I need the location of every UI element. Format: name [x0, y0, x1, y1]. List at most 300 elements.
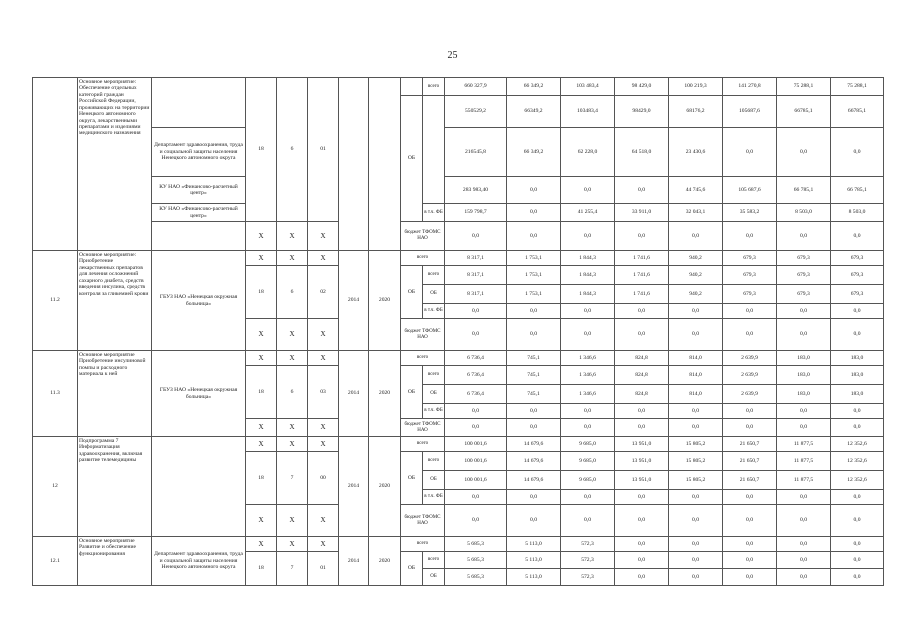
source-label: в т.ч. ФБ [423, 304, 445, 319]
executor: Департамент здравоохранения, труда и социальной защиты населения Ненецкого автономного округа [152, 537, 246, 586]
value-cell: 1 753,1 [507, 266, 561, 285]
table-row [33, 78, 884, 96]
value-cell: 66 349,2 [507, 128, 561, 177]
code-cell: 6 [277, 78, 308, 222]
value-cell: 0,0 [615, 505, 669, 537]
value-cell: 940,2 [669, 266, 723, 285]
value-cell: 103483,4 [561, 96, 615, 128]
code-cell: X [277, 351, 308, 366]
value-cell: 0,0 [831, 569, 884, 586]
value-cell: 0,0 [723, 222, 777, 251]
value-cell: 0,0 [777, 505, 831, 537]
value-cell: 66 785,1 [831, 177, 884, 204]
value-cell: 98 429,0 [615, 78, 669, 96]
value-cell: 0,0 [723, 490, 777, 505]
table-body [33, 78, 884, 586]
value-cell: 0,0 [777, 569, 831, 586]
value-cell: 0,0 [561, 319, 615, 351]
value-cell: 44 745,6 [669, 177, 723, 204]
year-start: 2014 [339, 251, 369, 351]
value-cell: 0,0 [669, 404, 723, 419]
value-cell: 0,0 [445, 304, 507, 319]
value-cell: 1 753,1 [507, 285, 561, 304]
code-cell: X [246, 351, 277, 366]
value-cell: 0,0 [445, 505, 507, 537]
value-cell: 183,0 [831, 351, 884, 366]
value-cell: 0,0 [777, 552, 831, 569]
value-cell: 5 113,0 [507, 552, 561, 569]
value-cell: 2 639,9 [723, 351, 777, 366]
code-cell: 6 [277, 266, 308, 319]
executor: ГБУЗ НАО «Ненецкая окружная больница» [152, 251, 246, 351]
value-cell: 679,3 [831, 285, 884, 304]
value-cell: 13 951,0 [615, 437, 669, 452]
code-cell: X [246, 437, 277, 452]
value-cell: 141 270,8 [723, 78, 777, 96]
value-cell: 15 805,2 [669, 471, 723, 490]
table-row [33, 128, 884, 177]
value-cell: 15 805,2 [669, 452, 723, 471]
code-cell: X [277, 251, 308, 266]
value-cell: 103 483,4 [561, 78, 615, 96]
value-cell: 0,0 [831, 128, 884, 177]
value-cell: 0,0 [831, 404, 884, 419]
value-cell: 0,0 [615, 222, 669, 251]
value-cell: 0,0 [507, 204, 561, 222]
code-cell: 18 [246, 452, 277, 505]
table-row [33, 251, 884, 266]
source-group: ОБ [401, 552, 423, 586]
code-cell: 18 [246, 266, 277, 319]
value-cell: 23 430,6 [669, 128, 723, 177]
value-cell: 0,0 [777, 404, 831, 419]
value-cell: 62 228,0 [561, 128, 615, 177]
source-label: всего [423, 452, 445, 471]
value-cell: 0,0 [723, 128, 777, 177]
value-cell: 14 679,6 [507, 437, 561, 452]
value-cell: 550529,2 [445, 96, 507, 128]
value-cell: 679,3 [777, 285, 831, 304]
value-cell: 41 255,4 [561, 204, 615, 222]
year-start [339, 78, 369, 251]
source-label: всего [401, 351, 445, 366]
value-cell: 0,0 [777, 304, 831, 319]
value-cell: 66785,1 [831, 96, 884, 128]
code-cell: X [277, 537, 308, 552]
value-cell: 66349,2 [507, 96, 561, 128]
event-name: Основное мероприятие: Обеспечение отдельных категорий граждан Российской Федерации, проживающих на территории Ненецкого автономного округа, лекарственными препаратами и изделиями медицинского назначения [78, 78, 152, 251]
value-cell: 0,0 [669, 419, 723, 437]
source-label: всего [423, 78, 445, 96]
value-cell: 0,0 [669, 222, 723, 251]
value-cell: 66 349,2 [507, 78, 561, 96]
source-label: ОБ [423, 285, 445, 304]
value-cell: 0,0 [723, 569, 777, 586]
code-cell: X [308, 419, 339, 437]
source-label: всего [423, 552, 445, 569]
value-cell: 0,0 [615, 490, 669, 505]
value-cell: 1 346,6 [561, 351, 615, 366]
value-cell: 0,0 [669, 569, 723, 586]
source-label: в т.ч. ФБ [423, 404, 445, 419]
source-group: ОБ [401, 96, 423, 222]
value-cell: 0,0 [615, 569, 669, 586]
value-cell: 32 043,1 [669, 204, 723, 222]
value-cell: 0,0 [561, 490, 615, 505]
year-end: 2020 [369, 251, 401, 351]
value-cell: 159 798,7 [445, 204, 507, 222]
table-row [33, 351, 884, 366]
table-row [33, 177, 884, 204]
value-cell: 0,0 [831, 552, 884, 569]
value-cell: 183,0 [777, 385, 831, 404]
value-cell: 0,0 [831, 419, 884, 437]
row-number: 11.2 [33, 251, 78, 351]
value-cell: 183,0 [831, 366, 884, 385]
value-cell: 0,0 [723, 304, 777, 319]
value-cell: 0,0 [507, 490, 561, 505]
event-name: Подпрограмма 7 Информатизация здравоохранения, включая развитие телемедицины [78, 437, 152, 537]
value-cell: 814,0 [669, 351, 723, 366]
year-end: 2020 [369, 437, 401, 537]
code-cell: X [308, 537, 339, 552]
value-cell: 0,0 [831, 319, 884, 351]
source-group: ОБ [401, 366, 423, 419]
value-cell: 0,0 [831, 490, 884, 505]
value-cell: 105687,6 [723, 96, 777, 128]
value-cell: 105 687,6 [723, 177, 777, 204]
value-cell: 14 679,6 [507, 471, 561, 490]
year-start: 2014 [339, 437, 369, 537]
value-cell: 0,0 [831, 222, 884, 251]
budget-table [32, 77, 884, 586]
value-cell: 5 685,3 [445, 552, 507, 569]
value-cell: 0,0 [507, 419, 561, 437]
event-name: Основное мероприятие: Приобретение лекарственных препаратов для лечения осложнений сахарного диабета, средств введения инсулина, средств контроля за гликемией крови [78, 251, 152, 351]
code-cell: 01 [308, 78, 339, 222]
value-cell: 183,0 [777, 366, 831, 385]
value-cell: 0,0 [777, 128, 831, 177]
value-cell: 13 951,0 [615, 471, 669, 490]
source-group [401, 78, 423, 96]
value-cell: 2 639,9 [723, 366, 777, 385]
value-cell: 5 685,3 [445, 569, 507, 586]
value-cell: 21 650,7 [723, 437, 777, 452]
value-cell: 35 583,2 [723, 204, 777, 222]
source-group: ОБ [401, 266, 423, 319]
value-cell: 9 685,0 [561, 437, 615, 452]
table-row [33, 537, 884, 552]
value-cell: 1 346,6 [561, 385, 615, 404]
source-label: всего [423, 266, 445, 285]
code-cell: X [308, 505, 339, 537]
code-cell: 03 [308, 366, 339, 419]
value-cell: 12 352,6 [831, 471, 884, 490]
value-cell: 940,2 [669, 285, 723, 304]
value-cell: 0,0 [615, 319, 669, 351]
source-label: всего [401, 437, 445, 452]
executor: Департамент здравоохранения, труда и социальной защиты населения Ненецкого автономного округа [152, 128, 246, 177]
value-cell: 8 317,1 [445, 266, 507, 285]
source-label: бюджет ТФОМС НАО [401, 419, 445, 437]
value-cell: 5 113,0 [507, 537, 561, 552]
value-cell: 0,0 [561, 404, 615, 419]
event-name: Основное мероприятие Приобретение инсулиновой помпы и расходного материала к ней [78, 351, 152, 437]
value-cell: 0,0 [777, 419, 831, 437]
value-cell: 12 352,6 [831, 452, 884, 471]
value-cell: 0,0 [831, 304, 884, 319]
value-cell: 814,0 [669, 385, 723, 404]
value-cell: 8 503,0 [831, 204, 884, 222]
value-cell: 11 877,5 [777, 452, 831, 471]
year-end [369, 78, 401, 251]
code-cell: X [246, 319, 277, 351]
value-cell: 100 001,6 [445, 452, 507, 471]
executor: КУ НАО «Финансово-расчетный центр» [152, 177, 246, 204]
value-cell: 745,1 [507, 366, 561, 385]
value-cell: 679,3 [723, 251, 777, 266]
value-cell: 8 317,1 [445, 251, 507, 266]
year-start: 2014 [339, 537, 369, 586]
code-cell: X [308, 437, 339, 452]
source-label [423, 96, 445, 204]
value-cell: 0,0 [507, 222, 561, 251]
value-cell: 0,0 [723, 505, 777, 537]
value-cell: 13 951,0 [615, 452, 669, 471]
value-cell: 0,0 [507, 319, 561, 351]
value-cell: 1 741,6 [615, 285, 669, 304]
value-cell: 0,0 [615, 404, 669, 419]
row-number: 11.3 [33, 351, 78, 437]
value-cell: 0,0 [615, 537, 669, 552]
code-cell: X [308, 251, 339, 266]
value-cell: 1 741,6 [615, 266, 669, 285]
code-cell: X [277, 437, 308, 452]
value-cell: 5 685,3 [445, 537, 507, 552]
executor: КУ НАО «Финансово-расчетный центр» [152, 204, 246, 222]
value-cell: 66 785,1 [777, 177, 831, 204]
value-cell: 0,0 [507, 404, 561, 419]
code-cell: 18 [246, 552, 277, 586]
value-cell: 0,0 [561, 419, 615, 437]
table-row [33, 222, 884, 251]
source-label: бюджет ТФОМС НАО [401, 505, 445, 537]
value-cell: 6 736,4 [445, 366, 507, 385]
source-label: всего [401, 537, 445, 552]
value-cell: 679,3 [777, 266, 831, 285]
year-start: 2014 [339, 351, 369, 437]
year-end: 2020 [369, 537, 401, 586]
source-label: в т.ч. ФБ [423, 204, 445, 222]
value-cell: 824,8 [615, 385, 669, 404]
code-cell: X [277, 505, 308, 537]
value-cell: 11 877,5 [777, 471, 831, 490]
value-cell: 21 650,7 [723, 471, 777, 490]
code-cell: 6 [277, 366, 308, 419]
code-cell: X [277, 319, 308, 351]
code-cell: 18 [246, 366, 277, 419]
value-cell: 0,0 [615, 419, 669, 437]
table-row [33, 437, 884, 452]
value-cell: 0,0 [615, 304, 669, 319]
value-cell: 572,3 [561, 552, 615, 569]
value-cell: 1 844,3 [561, 266, 615, 285]
value-cell: 64 518,0 [615, 128, 669, 177]
page-number: 25 [447, 50, 458, 61]
code-cell: X [246, 222, 277, 251]
value-cell: 283 983,40 [445, 177, 507, 204]
value-cell: 0,0 [669, 319, 723, 351]
value-cell: 745,1 [507, 351, 561, 366]
value-cell: 679,3 [831, 251, 884, 266]
value-cell: 0,0 [723, 404, 777, 419]
value-cell: 9 685,0 [561, 452, 615, 471]
value-cell: 0,0 [615, 177, 669, 204]
value-cell: 21 650,7 [723, 452, 777, 471]
value-cell: 572,3 [561, 569, 615, 586]
value-cell: 9 685,0 [561, 471, 615, 490]
value-cell: 5 113,0 [507, 569, 561, 586]
value-cell: 0,0 [561, 505, 615, 537]
value-cell: 2 639,9 [723, 385, 777, 404]
value-cell: 15 805,2 [669, 437, 723, 452]
value-cell: 0,0 [723, 419, 777, 437]
source-label: ОБ [423, 471, 445, 490]
value-cell: 8 317,1 [445, 285, 507, 304]
code-cell: 7 [277, 552, 308, 586]
code-cell: X [308, 222, 339, 251]
source-group: ОБ [401, 452, 423, 505]
code-cell: X [277, 419, 308, 437]
value-cell: 0,0 [777, 222, 831, 251]
value-cell: 679,3 [723, 285, 777, 304]
value-cell: 572,3 [561, 537, 615, 552]
year-end: 2020 [369, 351, 401, 437]
source-label: ОБ [423, 385, 445, 404]
value-cell: 183,0 [777, 351, 831, 366]
event-name: Основное мероприятие Развитие и обеспечение функционирования [78, 537, 152, 586]
table-row [33, 204, 884, 222]
value-cell: 0,0 [777, 537, 831, 552]
value-cell: 0,0 [561, 222, 615, 251]
source-label: бюджет ТФОМС НАО [401, 319, 445, 351]
value-cell: 6 736,4 [445, 385, 507, 404]
source-label: в т.ч. ФБ [423, 490, 445, 505]
value-cell: 75 288,1 [831, 78, 884, 96]
value-cell: 0,0 [507, 177, 561, 204]
row-number: 12.1 [33, 537, 78, 586]
code-cell: X [308, 351, 339, 366]
value-cell: 100 001,6 [445, 471, 507, 490]
value-cell: 12 352,6 [831, 437, 884, 452]
value-cell: 679,3 [831, 266, 884, 285]
value-cell: 0,0 [669, 552, 723, 569]
row-number: 12 [33, 437, 78, 537]
code-cell: 00 [308, 452, 339, 505]
value-cell: 8 503,0 [777, 204, 831, 222]
row-number [33, 78, 78, 251]
value-cell: 679,3 [723, 266, 777, 285]
value-cell: 33 911,0 [615, 204, 669, 222]
value-cell: 0,0 [723, 319, 777, 351]
value-cell: 1 753,1 [507, 251, 561, 266]
value-cell: 0,0 [669, 537, 723, 552]
value-cell: 11 877,5 [777, 437, 831, 452]
value-cell: 0,0 [445, 490, 507, 505]
value-cell: 183,0 [831, 385, 884, 404]
source-label: бюджет ТФОМС НАО [401, 222, 445, 251]
value-cell: 0,0 [723, 552, 777, 569]
value-cell: 0,0 [723, 537, 777, 552]
code-cell: X [277, 222, 308, 251]
value-cell: 0,0 [507, 304, 561, 319]
value-cell: 660 327,9 [445, 78, 507, 96]
value-cell: 0,0 [669, 505, 723, 537]
code-cell: 7 [277, 452, 308, 505]
value-cell: 679,3 [777, 251, 831, 266]
executor: ГБУЗ НАО «Ненецкая окружная больница» [152, 351, 246, 437]
code-cell: 01 [308, 552, 339, 586]
executor-empty [152, 222, 246, 251]
value-cell: 0,0 [669, 304, 723, 319]
value-cell: 1 741,6 [615, 251, 669, 266]
value-cell: 0,0 [507, 505, 561, 537]
code-cell: 02 [308, 266, 339, 319]
value-cell: 100 001,6 [445, 437, 507, 452]
value-cell: 0,0 [831, 505, 884, 537]
code-cell: X [246, 251, 277, 266]
source-label: ОБ [423, 569, 445, 586]
value-cell: 100 219,3 [669, 78, 723, 96]
value-cell: 14 679,6 [507, 452, 561, 471]
value-cell: 0,0 [831, 537, 884, 552]
value-cell: 824,8 [615, 351, 669, 366]
code-cell: X [246, 419, 277, 437]
code-cell: 18 [246, 78, 277, 222]
source-label: всего [401, 251, 445, 266]
code-cell: X [246, 537, 277, 552]
value-cell: 0,0 [561, 177, 615, 204]
value-cell: 0,0 [445, 419, 507, 437]
value-cell: 75 288,1 [777, 78, 831, 96]
code-cell: X [246, 505, 277, 537]
value-cell: 940,2 [669, 251, 723, 266]
value-cell: 6 736,4 [445, 351, 507, 366]
value-cell: 824,8 [615, 366, 669, 385]
value-cell: 0,0 [669, 490, 723, 505]
value-cell: 66785,1 [777, 96, 831, 128]
value-cell: 814,0 [669, 366, 723, 385]
code-cell: X [308, 319, 339, 351]
value-cell: 0,0 [445, 319, 507, 351]
value-cell: 0,0 [561, 304, 615, 319]
value-cell: 216545,8 [445, 128, 507, 177]
value-cell: 0,0 [445, 404, 507, 419]
value-cell: 0,0 [777, 490, 831, 505]
value-cell: 745,1 [507, 385, 561, 404]
value-cell: 0,0 [777, 319, 831, 351]
value-cell: 1 844,3 [561, 285, 615, 304]
value-cell: 68176,2 [669, 96, 723, 128]
source-label: всего [423, 366, 445, 385]
value-cell: 98429,0 [615, 96, 669, 128]
value-cell: 1 346,6 [561, 366, 615, 385]
executor [152, 437, 246, 537]
executor-empty [152, 78, 246, 128]
value-cell: 0,0 [615, 552, 669, 569]
value-cell: 1 844,3 [561, 251, 615, 266]
value-cell: 0,0 [445, 222, 507, 251]
